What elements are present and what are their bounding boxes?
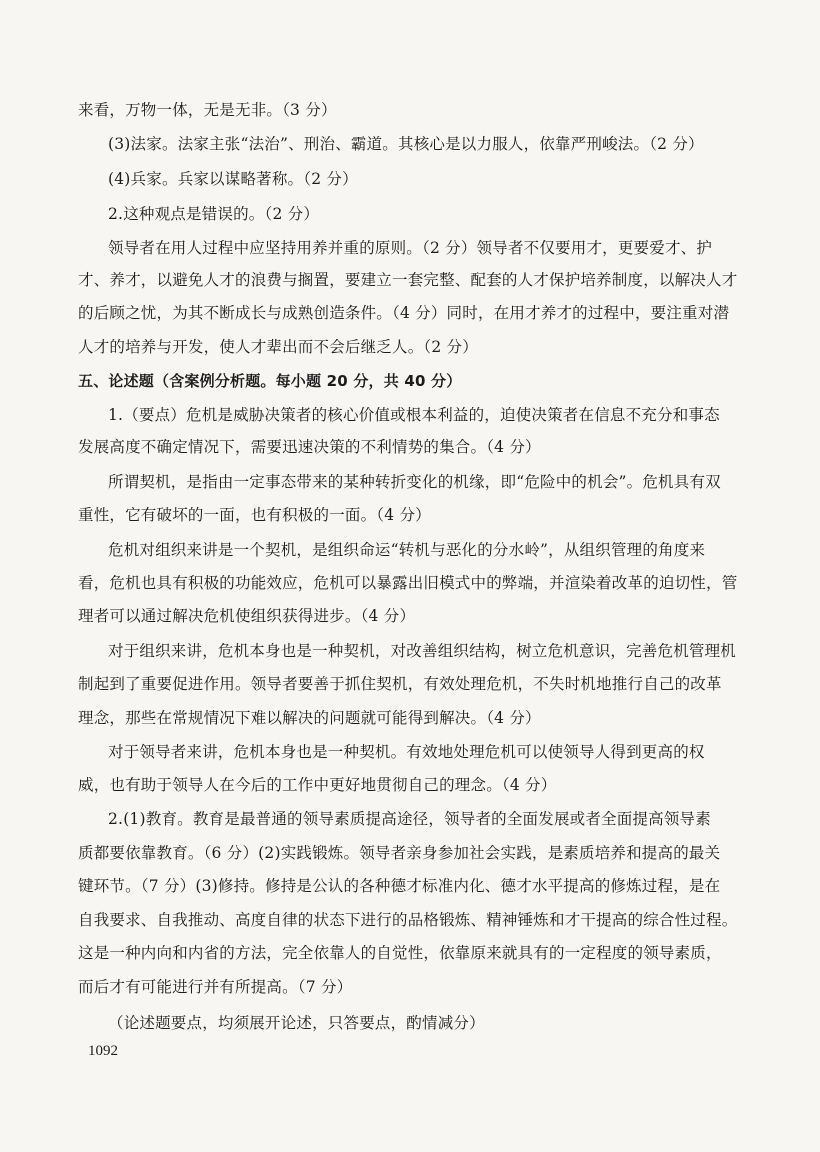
footnote: （论述题要点，均须展开论述，只答要点，酌情减分） — [108, 1014, 485, 1032]
text-line: (3)法家。法家主张“法治”、刑治、霸道。其核心是以力服人，依靠严刑峻法。（2 分） — [108, 135, 704, 153]
text-line: 重性，它有破坏的一面，也有积极的一面。（4 分） — [78, 506, 431, 524]
text-line: 来看，万物一体，无是无非。（3 分） — [78, 101, 337, 119]
text-line: 危机对组织来讲是一个契机，是组织命运“转机与恶化的分水岭”，从组织管理的角度来 — [108, 541, 706, 559]
text-line: 2.这种观点是错误的。（2 分） — [108, 205, 320, 223]
text-line: 领导者在用人过程中应坚持用养并重的原则。（2 分）领导者不仅要用才，更要爱才、护 — [108, 239, 713, 257]
text-line: 看，危机也具有积极的功能效应，危机可以暴露出旧模式中的弊端，并渲染着改革的迫切性，管 — [78, 574, 738, 592]
text-line: 威，也有助于领导人在今后的工作中更好地贯彻自己的理念。（4 分） — [78, 776, 557, 794]
text-line: 而后才有可能进行并有所提高。（7 分） — [78, 978, 353, 996]
text-line: 对于组织来讲，危机本身也是一种契机，对改善组织结构，树立危机意识，完善危机管理机 — [108, 642, 737, 660]
page-number: 1092 — [88, 1043, 118, 1059]
text-line: 的后顾之忧，为其不断成长与成熟创造条件。（4 分）同时，在用才养才的过程中，要注重对潜 — [78, 304, 730, 322]
text-line: 人才的培养与开发，使人才辈出而不会后继乏人。（2 分） — [78, 338, 478, 356]
text-line: 1.（要点）危机是威胁决策者的核心价值或根本利益的，迫使决策者在信息不充分和事态 — [108, 406, 720, 424]
text-line: 对于领导者来讲，危机本身也是一种契机。有效地处理危机可以使领导人得到更高的权 — [108, 743, 705, 761]
section-heading: 五、论述题（含案例分析题。每小题 20 分，共 40 分） — [78, 372, 462, 390]
text-line: 自我要求、自我推动、高度自律的状态下进行的品格锻炼、精神锤炼和才干提高的综合性过程。 — [78, 911, 738, 929]
text-line: 2.(1)教育。教育是最普通的领导素质提高途径，领导者的全面发展或者全面提高领导素 — [108, 810, 711, 828]
text-line: 这是一种内向和内省的方法，完全依靠人的自觉性，依靠原来就具有的一定程度的领导素质， — [78, 944, 722, 962]
text-line: 才、养才，以避免人才的浪费与搁置，要建立一套完整、配套的人才保护培养制度，以解决人才 — [78, 271, 738, 289]
text-line: 理者可以通过解决危机使组织获得进步。（4 分） — [78, 607, 416, 625]
text-line: 发展高度不确定情况下，需要迅速决策的不利情势的集合。（4 分） — [78, 438, 541, 456]
text-line: 所谓契机，是指由一定事态带来的某种转折变化的机缘，即“危险中的机会”。危机具有双 — [108, 473, 721, 491]
text-line: 键环节。（7 分）(3)修持。修持是公认的各种德才标准内化、德才水平提高的修炼过程，是在 — [78, 877, 721, 895]
text-line: 理念，那些在常规情况下难以解决的问题就可能得到解决。（4 分） — [78, 709, 541, 727]
text-line: (4)兵家。兵家以谋略著称。（2 分） — [108, 170, 358, 188]
text-line: 制起到了重要促进作用。领导者要善于抓住契机，有效处理危机，不失时机地推行自己的改革 — [78, 675, 722, 693]
text-line: 质都要依靠教育。（6 分）(2)实践锻炼。领导者亲身参加社会实践，是素质培养和提高的最关 — [78, 844, 721, 862]
